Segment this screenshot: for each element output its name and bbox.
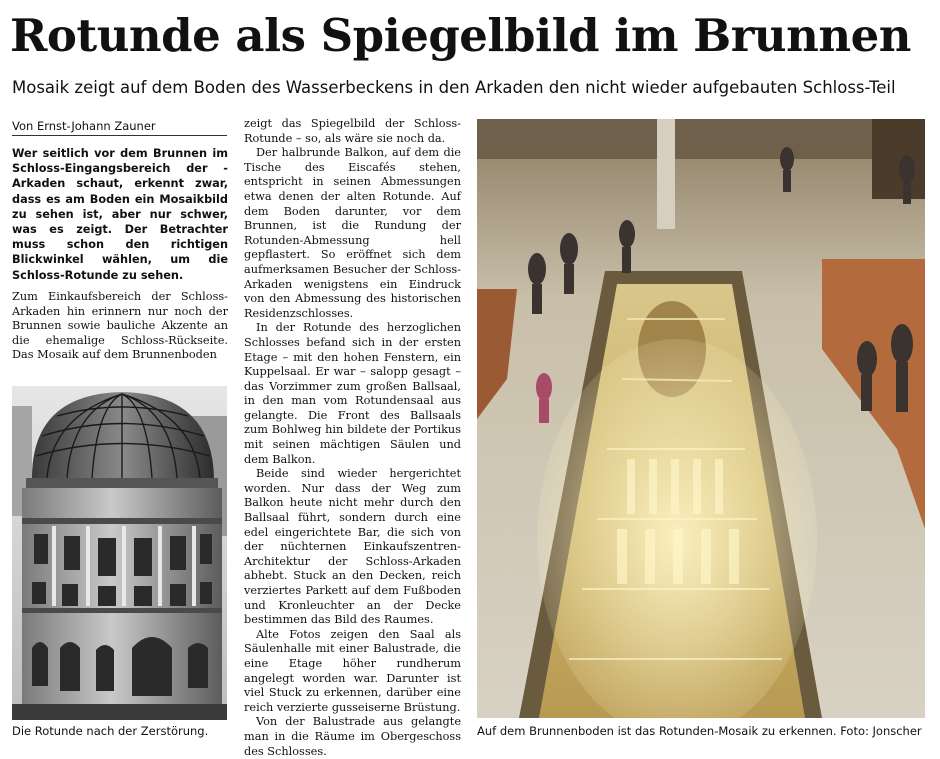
body-column-2 — [244, 117, 461, 759]
paragraph: Beide sind wieder hergerichtet worden. Nur dass der Weg zum Balkon heute nicht mehr durch den Ballsaal führt, sondern durch eine edel eingerichtete Bar, die sich von der nüchternen Einkaufszentren-Architektur der Schloss-Arkaden abhebt. Stuck an den Decken, reich verziertes Parkett auf dem Fußboden und Kronleuchter an der Decke bestimmen das Bild des Raumes. — [244, 467, 461, 627]
headline: Rotunde als Spiegelbild im Brunnen — [10, 9, 911, 62]
byline: Von Ernst-Johann Zauner — [12, 119, 227, 136]
rotunda-ruin-photo — [12, 386, 227, 720]
paragraph: Von der Balustrade aus gelangte man in die Räume im Obergeschoss des Schlosses. — [244, 715, 461, 758]
paragraph: Alte Fotos zeigen den Saal als Säulenhalle mit einer Balustrade, die eine Etage höher rundherum angelegt worden war. Darunter ist viel Stuck zu erkennen, darüber eine reich verzierte gusseiserne Brüstung. — [244, 627, 461, 714]
paragraph: In der Rotunde des herzoglichen Schlosses befand sich in der ersten Etage – mit den hohen Fenstern, ein Kuppelsaal. Er war – salopp gesagt – das Vorzimmer zum großen Ballsaal, in den man vom Rotundensaal aus gelangte. Die Front des Ballsaals zum Bohlweg hin bildete der Portikus mit seinen mächtigen Säulen und dem Balkon. — [244, 321, 461, 466]
lead-paragraph: Wer seitlich vor dem Brunnen im Schloss-Eingangsbereich der -Arkaden schaut, erkennt zwar, dass es am Boden ein Mosaikbild zu sehen ist, aber nur schwer, was es zeigt. Der Betrachter muss schon den richtigen Blickwinkel wählen, um die Schloss-Rotunde zu sehen. — [12, 147, 228, 282]
caption-right: Auf dem Brunnenboden ist das Rotunden-Mosaik zu erkennen. Foto: Jonscher — [477, 724, 922, 738]
body-column-1: Zum Einkaufsbereich der Schloss-Arkaden hin erinnern nur noch der Brunnen sowie bauliche Akzente an die ehemalige Schloss-Rückseite. Das Mosaik auf dem Brunnenboden — [12, 290, 228, 362]
paragraph: zeigt das Spiegelbild der Schloss-Rotunde – so, als wäre sie noch da. — [244, 117, 461, 145]
paragraph: Der halbrunde Balkon, auf dem die Tische des Eiscafés stehen, entspricht in seinen Abmessungen etwa denen der alten Rotunde. Auf dem Boden darunter, vor dem Brunnen, ist die Rundung der Rotunden-Abmessung hell gepflastert. So eröffnet sich dem aufmerksamen Besucher der Schloss-Arkaden wenigstens ein Eindruck von den Abmessung des historischen Residenzschlosses. — [244, 146, 461, 320]
fountain-mosaic-illustration — [477, 119, 925, 718]
caption-left: Die Rotunde nach der Zerstörung. — [12, 724, 209, 738]
subheadline: Mosaik zeigt auf dem Boden des Wasserbeckens in den Arkaden den nicht wieder aufgebauten Schloss-Teil — [12, 78, 896, 97]
fountain-mosaic-photo — [477, 119, 925, 718]
rotunda-ruin-illustration — [12, 386, 227, 720]
